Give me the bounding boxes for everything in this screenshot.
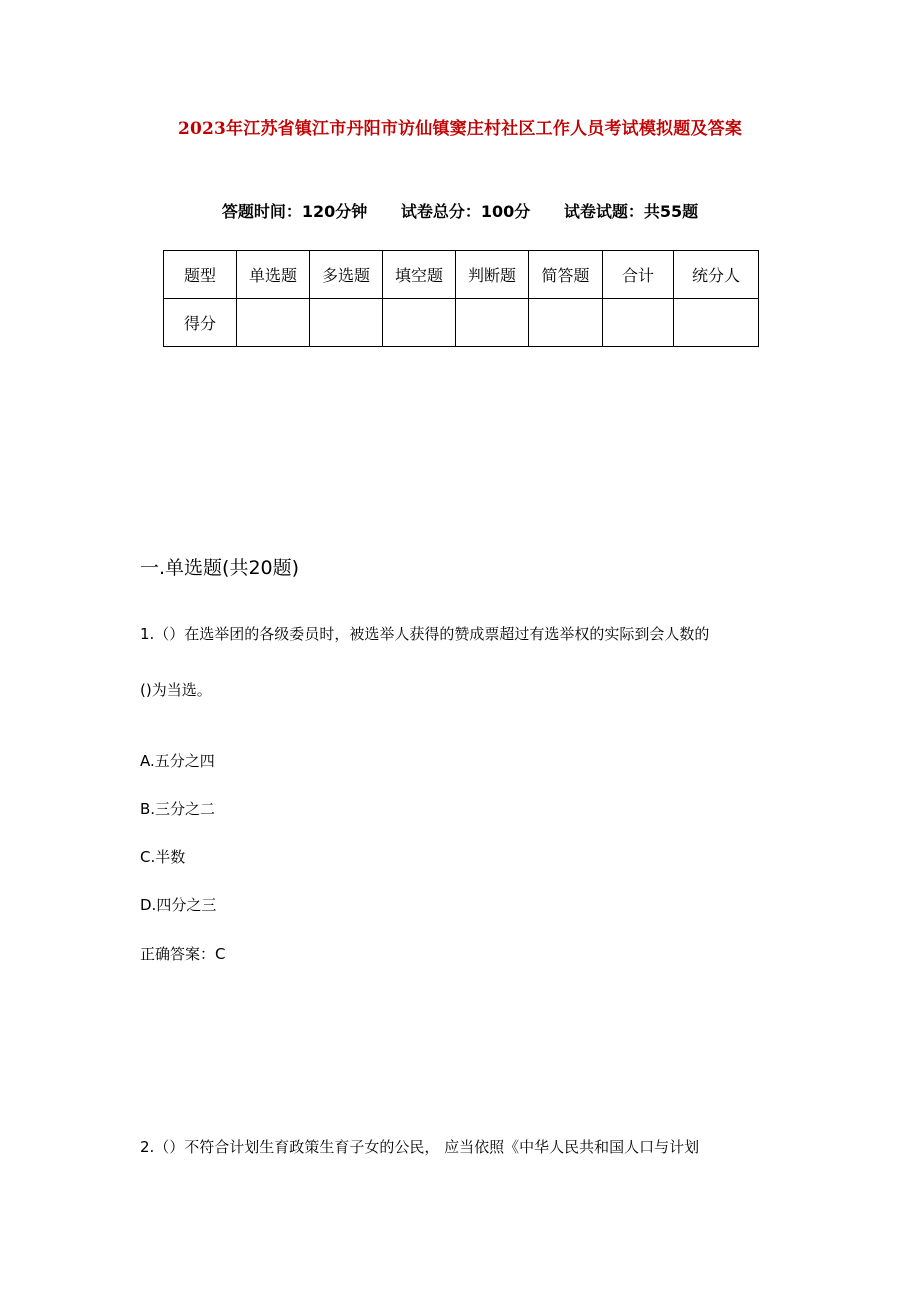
- question-2: 2.（）不符合计划生育政策生育子女的公民， 应当依照《中华人民共和国人口与计划: [140, 1138, 700, 1156]
- score-cell: [310, 299, 383, 347]
- exam-info: [0, 199, 920, 222]
- score-cell: [529, 299, 603, 347]
- score-cell: [674, 299, 759, 347]
- score-header-cell: 统分人: [674, 251, 759, 299]
- document-title: 2023年江苏省镇江市丹阳市访仙镇窦庄村社区工作人员考试模拟题及答案: [177, 119, 743, 139]
- score-table-header-row: [164, 251, 759, 299]
- question-1-option-c: C.半数: [140, 848, 186, 866]
- section-heading: 一.单选题(共20题): [140, 557, 300, 579]
- score-header-cell: 填空题: [383, 251, 456, 299]
- exam-total-score: 试卷总分：100分: [400, 202, 531, 221]
- score-table: [163, 250, 759, 347]
- score-row-label: 得分: [164, 299, 237, 347]
- score-header-cell: 简答题: [529, 251, 603, 299]
- question-1-line-1: 1.（）在选举团的各级委员时，被选举人获得的赞成票超过有选举权的实际到会人数的: [140, 625, 710, 643]
- score-cell: [603, 299, 674, 347]
- exam-time: 答题时间：120分钟: [221, 202, 368, 221]
- score-cell: [383, 299, 456, 347]
- score-header-cell: 题型: [164, 251, 237, 299]
- exam-question-count: 试卷试题：共55题: [563, 202, 699, 221]
- score-header-cell: 单选题: [237, 251, 310, 299]
- question-1-option-b: B.三分之二: [140, 800, 216, 818]
- question-1-answer: 正确答案：C: [140, 945, 226, 963]
- score-header-cell: 判断题: [456, 251, 529, 299]
- question-1: [140, 606, 790, 718]
- score-cell: [456, 299, 529, 347]
- question-1-option-d: D.四分之三: [140, 896, 217, 914]
- score-header-cell: 合计: [603, 251, 674, 299]
- question-1-line-2: ()为当选。: [140, 681, 212, 699]
- score-header-cell: 多选题: [310, 251, 383, 299]
- score-table-score-row: [164, 299, 759, 347]
- score-cell: [237, 299, 310, 347]
- question-1-option-a: A.五分之四: [140, 752, 215, 770]
